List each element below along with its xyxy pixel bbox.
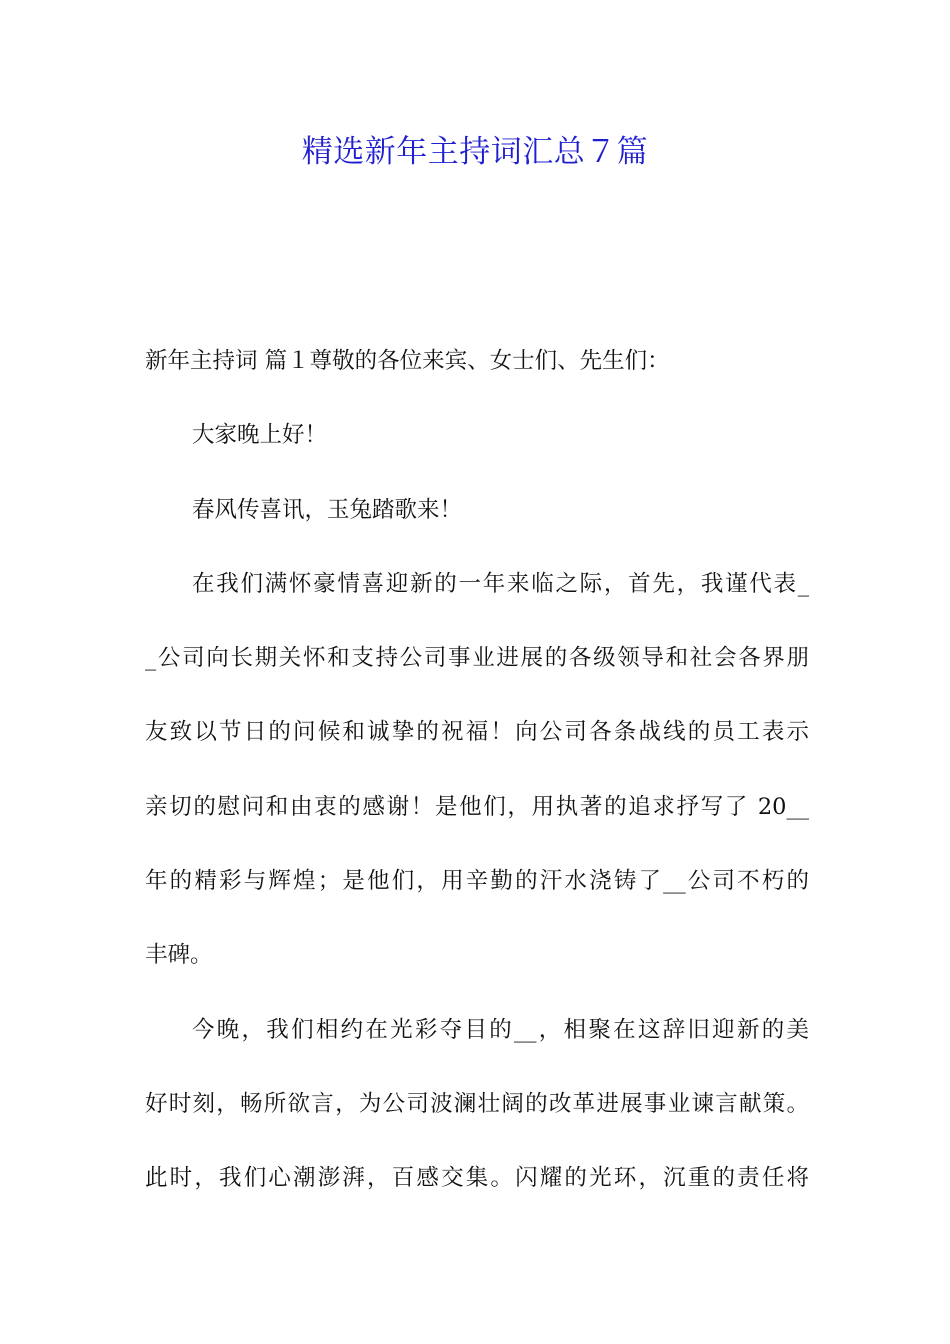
document-body bbox=[145, 336, 809, 1228]
paragraph-line: 好时刻，畅所欲言，为公司波澜壮阔的改革进展事业谏言献策。 bbox=[145, 1090, 809, 1117]
paragraph-line: _公司向长期关怀和支持公司事业进展的各级领导和社会各界朋 bbox=[145, 645, 809, 672]
paragraph-line: 亲切的慰问和由衷的感谢！是他们，用执著的追求抒写了 20__ bbox=[145, 793, 809, 820]
paragraph-line: 在我们满怀豪情喜迎新的一年来临之际，首先，我谨代表_ bbox=[192, 570, 809, 597]
paragraph-line: 丰碑。 bbox=[145, 942, 213, 969]
paragraph-line: 此时，我们心潮澎湃，百感交集。闪耀的光环，沉重的责任将 bbox=[145, 1165, 809, 1192]
document-title: 精选新年主持词汇总７篇 bbox=[301, 134, 649, 170]
paragraph-line: 今晚，我们相约在光彩夺目的__，相聚在这辞旧迎新的美 bbox=[192, 1016, 809, 1043]
paragraph-line: 春风传喜讯，玉兔踏歌来！ bbox=[192, 496, 463, 523]
paragraph-line: 年的精彩与辉煌；是他们，用辛勤的汗水浇铸了__公司不朽的 bbox=[145, 868, 809, 895]
paragraph-line: 友致以节日的问候和诚挚的祝福！向公司各条战线的员工表示 bbox=[145, 719, 809, 746]
paragraph-line: 新年主持词 篇１尊敬的各位来宾、女士们、先生们： bbox=[145, 348, 670, 374]
paragraph-line: 大家晚上好！ bbox=[192, 422, 328, 449]
